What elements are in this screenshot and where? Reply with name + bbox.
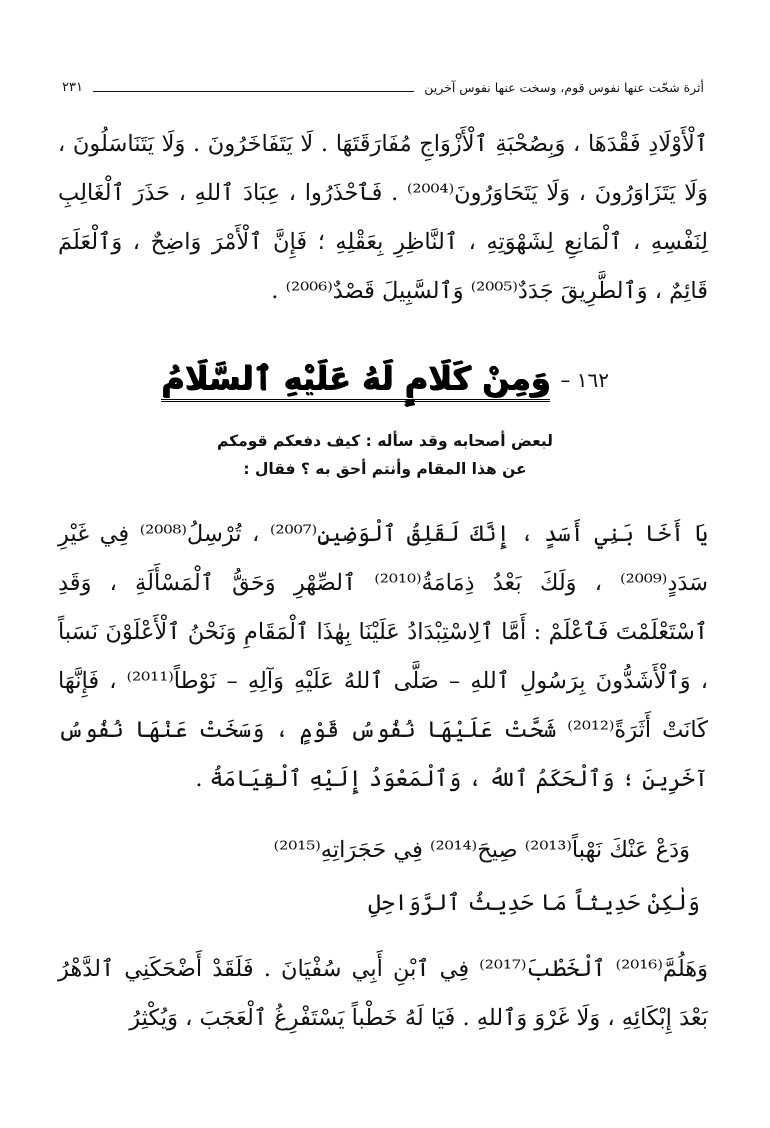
sermon-title: وَمِنْ كَلَامٍ لَهُ عَلَيْهِ ٱلسَّلَامُ (161, 359, 550, 402)
sermon-intro-line-1: لبعض أصحابه وقد سأله : كيف دفعكم قومكم (217, 432, 553, 450)
header-rule (93, 91, 414, 92)
running-title: أثرة شحّت عنها نفوس قوم، وسخت عنها نفوس آخرين (424, 79, 704, 95)
verse-line-1: وَدَعْ عَنْكَ نَهْباً⁽²⁰¹³⁾ صِيحَ⁽²⁰¹⁴⁾ فِي حَجَرَاتِهِ⁽²⁰¹⁵⁾ (273, 837, 690, 863)
sermon-intro-line-2: عن هذا المقام وأنتم أحق به ؟ فقال : (243, 460, 527, 478)
paragraph-1: ٱلْأَوْلَادِ فَقْدَهَا ، وَبِصُحْبَةِ ٱلْأَزْوَاجِ مُفَارَقَتَهَا . لَا يَتَفَاخَرُونَ . وَلَا يَتَنَاسَلُونَ ، وَلَا يَتَزَاوَرُونَ ، وَلَا يَتَحَاوَرُونَ⁽²⁰⁰⁴⁾ . فَٱحْذَرُوا ، عِبَادَ ٱللهِ ، حَذَرَ ٱلْغَالِبِ لِنَفْسِهِ ، ٱلْمَانِعِ لِشَهْوَتِهِ ، ٱلنَّاظِرِ بِعَقْلِهِ ؛ فَإِنَّ ٱلْأَمْرَ وَاضِحٌ ، وَٱلْعَلَمَ قَائِمٌ ، وَٱلطَّرِيقَ جَدَدٌ⁽²⁰⁰⁵⁾ وَٱلسَّبِيلَ قَصْدٌ⁽²⁰⁰⁶⁾ . (58, 131, 709, 304)
verse-line-2: وَلٰكِنْ حَدِيثاً مَا حَدِيثُ ٱلرَّوَاحِلِ (368, 890, 700, 916)
page-number: ٢٣١ (62, 79, 83, 95)
sermon-number: ١٦٢ – (560, 368, 609, 392)
sermon-heading (150, 355, 620, 405)
page-header (62, 76, 704, 98)
paragraph-3: وَهَلُمَّ⁽²⁰¹⁶⁾ ٱلْخَطْبَ⁽²⁰¹⁷⁾ فِي ٱبْنِ أَبِي سُفْيَانَ . فَلَقَدْ أَضْحَكَنِي ٱلدَّهْرُ بَعْدَ إِبْكَائِهِ ، وَلَا غَرْوَ وَٱللهِ . فَيَا لَهُ خَطْباً يَسْتَفْرِغُ ٱلْعَجَبَ ، وَيُكْثِرُ (58, 956, 708, 1031)
paragraph-2: يَا أَخَا بَنِي أَسَدٍ ، إِنَّكَ لَقَلِقُ ٱلْوَضِينِ⁽²⁰⁰⁷⁾ ، تُرْسِلُ⁽²⁰⁰⁸⁾ فِي غَيْرِ سَدَدٍ⁽²⁰⁰⁹⁾ ، وَلَكَ بَعْدُ ذِمَامَةُ⁽²⁰¹⁰⁾ ٱلصِّهْرِ وَحَقُّ ٱلْمَسْأَلَةِ ، وَقَدِ ٱسْتَعْلَمْتَ فَٱعْلَمْ : أَمَّا ٱلِاسْتِبْدَادُ عَلَيْنَا بِهٰذَا ٱلْمَقَامِ وَنَحْنُ ٱلْأَعْلَوْنَ نَسَباً ، وَٱلْأَشَدُّونَ بِرَسُولِ ٱللهِ – صَلَّى ٱللهُ عَلَيْهِ وَآلِهِ – نَوْطاً⁽²⁰¹¹⁾ ، فَإِنَّهَا كَانَتْ أَثَرَةً⁽²⁰¹²⁾ شَحَّتْ عَلَيْهَا نُفُوسُ قَوْمٍ ، وَسَخَتْ عَنْهَا نُفُوسُ آخَرِينَ ؛ وَٱلْحَكَمُ ٱللهُ ، وَٱلْمَعْوَدُ إِلَيْهِ ٱلْقِيَامَةُ . (58, 521, 709, 792)
